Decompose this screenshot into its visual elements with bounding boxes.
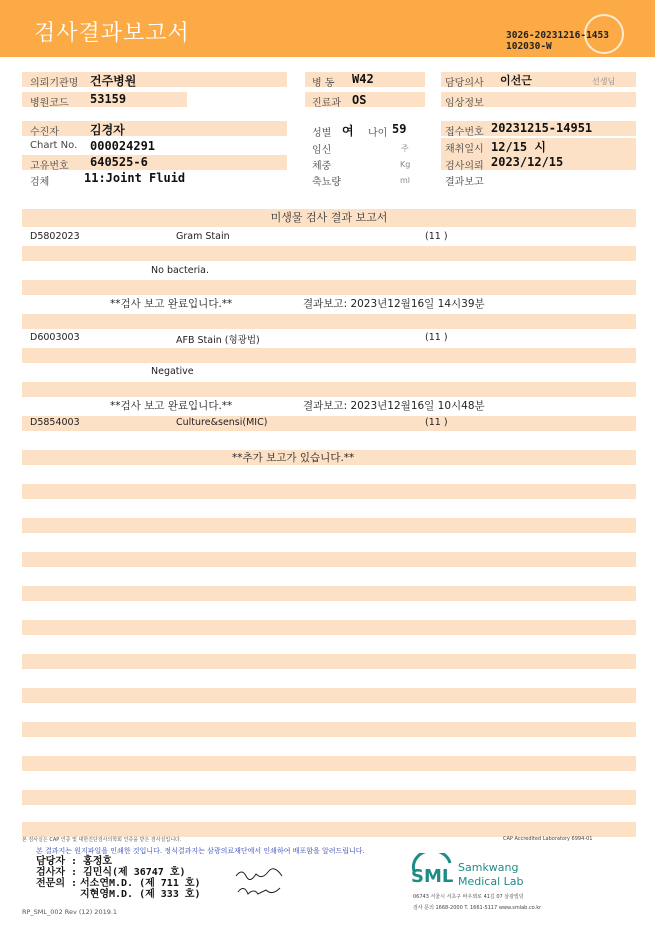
test-report-time: 결과보고: 2023년12월16일 10시48분: [303, 400, 485, 412]
specialist-1: 서소연M.D. (제 711 호): [80, 878, 201, 889]
lab-contact: 검사 문의 1668-2000 T. 1661-5117 www.smlab.co.kr: [413, 905, 542, 911]
test-specimen: (11 ): [425, 417, 448, 428]
specimen-label: 검체: [30, 177, 50, 188]
report-label: 결과보고: [445, 177, 484, 188]
result-band: [22, 280, 636, 295]
test-report-time: 결과보고: 2023년12월16일 14시39분: [303, 298, 485, 310]
result-band: [22, 586, 636, 601]
preg-label: 임신: [312, 145, 332, 156]
test-result: No bacteria.: [151, 265, 209, 276]
name-label: 수진자: [30, 127, 59, 138]
age-label: 나이: [368, 128, 388, 139]
test-name: Gram Stain: [176, 231, 230, 242]
test-done-note: **검사 보고 완료입니다.**: [110, 298, 233, 310]
result-band: [22, 722, 636, 737]
weight-label: 체중: [312, 161, 332, 172]
lab-address: 06743 서울시 서초구 바우뫼로 41길 07 삼광빌딩: [413, 894, 524, 900]
printout-note: 본 결과지는 원지파일을 인쇄한 것입니다. 정식결과지는 삼광의료재단에서 인쇄하여 배포함을 알려드립니다.: [36, 847, 365, 855]
band: [22, 121, 287, 136]
result-band: [22, 552, 636, 567]
test-code: D5802023: [30, 231, 80, 242]
test-specimen: (11 ): [425, 231, 448, 242]
code-value: 53159: [90, 92, 127, 106]
result-band: [22, 314, 636, 329]
test-additional-note: **추가 보고가 있습니다.**: [232, 452, 355, 464]
result-band: [22, 688, 636, 703]
test-specimen: (11 ): [425, 332, 448, 343]
form-code: RP_SML_002 Rev (12) 2019.1: [22, 908, 118, 916]
dept-label: 진료과: [312, 98, 341, 109]
lab-abbr: SML: [411, 866, 454, 887]
test-code: D5854003: [30, 417, 80, 428]
doctor-value: 이선근: [500, 74, 532, 87]
result-band: [22, 416, 636, 431]
age-value: 59: [392, 122, 407, 136]
report-id: [506, 30, 609, 52]
specimen-value: 11:Joint Fluid: [84, 171, 186, 185]
section-title: 미생물 검사 결과 보고서: [22, 209, 636, 227]
doctor-label: 담당의사: [445, 78, 484, 89]
request-label: 검사의뢰: [445, 161, 484, 172]
specialist-2: 지현영M.D. (제 333 호): [80, 889, 201, 900]
test-code: D6003003: [30, 332, 80, 343]
report-id-line2: 102030-W: [506, 41, 552, 52]
preg-unit: 주: [401, 144, 409, 153]
result-band: [22, 654, 636, 669]
receipt-label: 접수번호: [445, 127, 484, 138]
cert-note: 본 검사실은 CAP 인증 및 대한진단검사의학회 인증을 받은 검사실입니다.: [22, 837, 182, 843]
result-band: [22, 484, 636, 499]
lab-name-line1: Samkwang: [458, 861, 519, 874]
result-band: [22, 790, 636, 805]
manager: 담당자 : 홍정호: [36, 856, 113, 867]
lab-name-line2: Medical Lab: [458, 875, 524, 888]
test-name: AFB Stain (형광법): [176, 335, 260, 346]
test-result: Negative: [151, 366, 194, 377]
weight-unit: Kg: [400, 160, 411, 169]
result-band: [22, 246, 636, 261]
test-done-note: **검사 보고 완료입니다.**: [110, 400, 233, 412]
urine-label: 축뇨량: [312, 177, 341, 188]
page-title: 검사결과보고서: [34, 21, 190, 46]
collect-label: 채취일시: [445, 144, 484, 155]
collect-value: 12/15 시: [491, 140, 546, 154]
report-id-line1: 3026-20231216-1453: [506, 30, 609, 41]
doctor-suffix: 선생님: [592, 77, 616, 86]
inspector: 검사자 : 김민식(제 36747 호): [36, 867, 186, 878]
dept-value: OS: [352, 93, 367, 107]
hospital-value: 건주병원: [90, 74, 137, 88]
id-value: 640525-6: [90, 155, 148, 169]
test-name: Culture&sensi(MIC): [176, 417, 268, 428]
chart-label: Chart No.: [30, 140, 78, 151]
sex-label: 성별: [312, 128, 332, 139]
code-label: 병원코드: [30, 98, 69, 109]
name-value: 김경자: [90, 123, 125, 137]
ward-value: W42: [352, 72, 374, 86]
clinical-label: 임상정보: [445, 98, 484, 109]
result-band: [22, 756, 636, 771]
id-label: 고유번호: [30, 161, 69, 172]
urine-unit: ml: [400, 176, 411, 185]
result-band: [22, 822, 636, 837]
chart-value: 000024291: [90, 139, 156, 153]
hospital-label: 의뢰기관명: [30, 78, 79, 89]
result-band: [22, 382, 636, 397]
receipt-value: 20231215-14951: [491, 121, 593, 135]
result-band: [22, 348, 636, 363]
specialist-label: 전문의 :: [36, 878, 78, 889]
result-band: [22, 620, 636, 635]
request-value: 2023/12/15: [491, 155, 564, 169]
cap-note: CAP Accredited Laboratory 6994-01: [503, 836, 593, 842]
sex-value: 여: [342, 124, 354, 138]
ward-label: 병 동: [312, 78, 335, 89]
result-band: [22, 518, 636, 533]
signature-image: [232, 866, 292, 900]
